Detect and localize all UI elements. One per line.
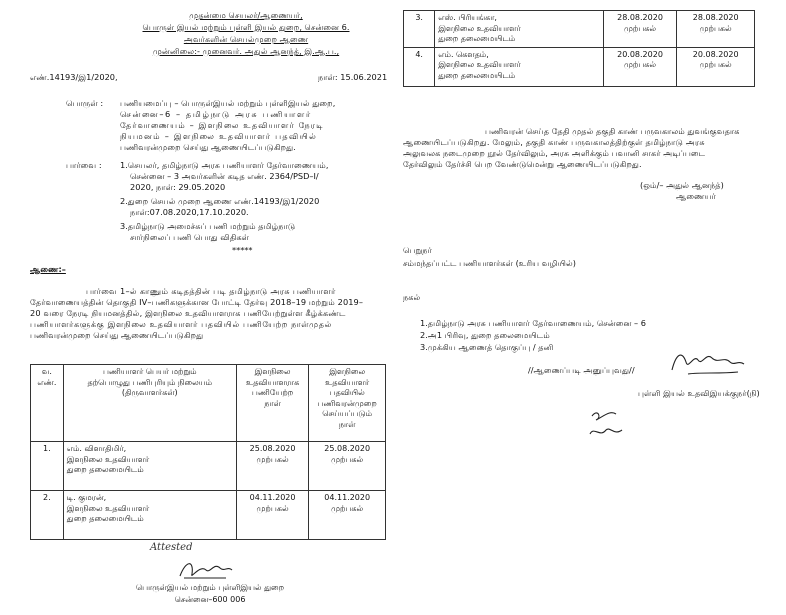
paragraph-line: ஆணையிடப்படுகிறது. மேலும், தகுதி காண் பருவகாலத்திற்குள் தமிழ்நாடு அரசு — [403, 137, 705, 147]
copy-item: 3.முக்கிய ஆணைத் தொகுப்பு / தனி — [420, 342, 554, 352]
initials-signature-icon — [586, 406, 626, 442]
reference-item: சென்னை – 3 அவர்களின் கடித எண். 2364/PSD–I/ — [130, 171, 319, 181]
order-line: பார்வை 1–ல் காணும் கடிதத்தின் படி தமிழ்நாடு அரசு பணியாளர் — [86, 286, 336, 296]
order-heading: ஆணை:– — [30, 264, 66, 274]
staff-table — [30, 364, 386, 540]
row-joined: 28.08.2020 முற்பகல் — [603, 11, 677, 48]
order-line: பணியாளர்களுக்கு இளநிலை உதவியாளர் பதவியில் பணியேற்ற நாள்முதல் — [30, 319, 333, 329]
header-line-4: முன்னிலை:- முனைவர். அதுல் ஆனந்த், இ.ஆ.ப., — [152, 46, 340, 56]
row-regularised: 25.08.2020 முற்பகல் — [309, 442, 386, 491]
row-joined: 20.08.2020 முற்பகல் — [603, 47, 677, 86]
stars-separator: ***** — [232, 245, 253, 255]
staff-table-continued — [403, 10, 755, 87]
attest-signature-icon — [176, 556, 236, 582]
reference-item: 1.செயலர், தமிழ்நாடு அரசு பணியாளர் தேர்வாணையம், — [120, 160, 329, 170]
subject-line: பணியமைப்பு – பொருள்இயல் மற்றும் புள்ளிஇயல் துறை, — [120, 98, 336, 108]
table-row — [404, 11, 755, 48]
reference-label: பார்வை : — [66, 160, 102, 170]
officer-signature-icon — [668, 348, 748, 378]
header-name: பணியாளர் பெயர் மற்றும் தற்பொழுது பணிபுரியும் நிலையம் (திருவாளர்கள்) — [63, 365, 236, 442]
order-body — [30, 286, 364, 341]
subject-line: நியமனம் – இளநிலை உதவியாளர் பதவியில் — [120, 131, 318, 141]
reference-item: 2020, நாள்: 29.05.2020 — [130, 182, 226, 192]
recipients-label: பெறுநர் — [403, 245, 432, 255]
reference-item: 2.துறை செயல் முறை ஆணை எண்.14193/இ1/2020 — [120, 196, 320, 206]
row-regularised: 04.11.2020 முற்பகல் — [309, 491, 386, 540]
subject-line: சென்னை–6 – தமிழ்நாடு அரசு பணியாளர் — [120, 109, 312, 119]
table-row — [31, 442, 386, 491]
stamp-line-1: பொருள்இயல் மற்றும் புள்ளிஇயல் துறை — [135, 583, 285, 592]
paragraph-line: அலுவலக நடைமுறை நூல் தேர்விலும், அரசு அளிக்கும் பவானி சாகர் அடிப்படை — [403, 148, 706, 158]
row-name: எம். விளாதிமிர், இளநிலை உதவியாளர் துறை தலைமையிடம் — [63, 442, 236, 491]
header-line-3: அவர்களின் செயல்முறை ஆணை — [183, 34, 309, 44]
row-name: டி. குமரன், இளநிலை உதவியாளர் துறை தலைமையிடம் — [63, 491, 236, 540]
header-regularised: இளநிலை உதவியாளர் பதவியில் பணிவரன்முறை செய்யப்படும் நாள் — [309, 365, 386, 442]
commissioner-title: ஆணையர் — [676, 191, 716, 201]
forwarded-text: //ஆணைப்படி அனுப்புவது// — [528, 365, 635, 375]
row-regularised: 20.08.2020 முற்பகல் — [677, 47, 755, 86]
subject-label: பொருள் : — [66, 98, 104, 108]
row-joined: 25.08.2020 முற்பகல் — [236, 442, 309, 491]
copy-item: 2.அ1 பிரிவு, துறை தலைமையிடம் — [420, 330, 550, 340]
commissioner-name: (ஒம்/– அதுல் ஆனந்த்) — [640, 180, 724, 190]
header-no: வ. எண். — [31, 365, 64, 442]
recipients-text: சம்மந்தப்பட்ட பணியாளர்கள் (உரிய வழியில்) — [403, 258, 577, 268]
table-header-row — [31, 365, 386, 442]
table-row — [404, 47, 755, 86]
reference-item: 3.தமிழ்நாடு அமைச்சுப் பணி மற்றும் தமிழ்நாடு — [120, 221, 296, 231]
ref-number: எண்.14193/இ1/2020, — [30, 72, 118, 82]
paragraph-line: தேர்விலும் தேர்ச்சி பெற வேண்டுமென்று ஆணையிடப்படுகிறது. — [403, 159, 642, 169]
header-joined: இளநிலை உதவியாளராக பணியேற்ற நாள் — [236, 365, 309, 442]
copy-list — [420, 318, 646, 353]
officer-title: புள்ளி இயல் உதவிஇயக்குநர்(நி) — [638, 388, 760, 398]
order-line: பணிவரன்முறை செய்து ஆணையிடப்படுகிறது — [30, 330, 204, 340]
row-no: 3. — [404, 11, 435, 48]
table-row — [31, 491, 386, 540]
subject-line: தேர்வாணையம் – இளநிலை உதவியாளர் நேரடி — [120, 120, 324, 130]
order-line: 20 வரை நேரடி நியமனத்தில், இளநிலை உதவியாளராக பணியேற்றுள்ள கீழ்க்கண்ட — [30, 308, 346, 318]
row-joined: 04.11.2020 முற்பகல் — [236, 491, 309, 540]
ref-date: நாள்: 15.06.2021 — [318, 72, 388, 82]
row-no: 4. — [404, 47, 435, 86]
row-no: 1. — [31, 442, 64, 491]
subject-line: பணிவரன்முறை செய்து ஆணையிடப்படுகிறது. — [120, 142, 296, 152]
row-name: எஸ். பிரியங்கா, இளநிலை உதவியாளர் துறை தலைமையிடம் — [435, 11, 603, 48]
header-line-2: பொருள் இயல் மற்றும் புள்ளி இயல் துறை, சென்னை 6. — [142, 22, 350, 32]
row-no: 2. — [31, 491, 64, 540]
order-line: தேர்வாணையத்தின் தொகுதி IV–பணிகளுக்கான போட்டி தேர்வு 2018–19 மற்றும் 2019– — [30, 297, 364, 307]
row-regularised: 28.08.2020 முற்பகல் — [677, 11, 755, 48]
reference-item: சார்நிலைப் பணி பொது விதிகள் — [130, 232, 250, 242]
header-line-1: முதன்மை செயலர்/ஆணையர், — [189, 10, 303, 20]
copy-label: நகல் — [403, 292, 421, 302]
reference-item: நாள்:07.08.2020,17.10.2020. — [130, 207, 249, 217]
paragraph-line: பணிவரன் செய்த தேதி முதல் தகுதி காண் பருவகாலம் துவங்குவதாக — [485, 126, 740, 136]
stamp-line-2: சென்னை–600 006 — [174, 595, 246, 604]
probation-paragraph — [403, 126, 759, 170]
row-name: எம். கௌதம், இளநிலை உதவியாளர் துறை தலைமையிடம் — [435, 47, 603, 86]
attested-text: Attested — [150, 542, 193, 553]
reference-list — [120, 160, 360, 243]
subject-text — [120, 98, 356, 153]
copy-item: 1.தமிழ்நாடு அரசு பணியாளர் தேர்வாணையம், சென்னை – 6 — [420, 318, 646, 328]
